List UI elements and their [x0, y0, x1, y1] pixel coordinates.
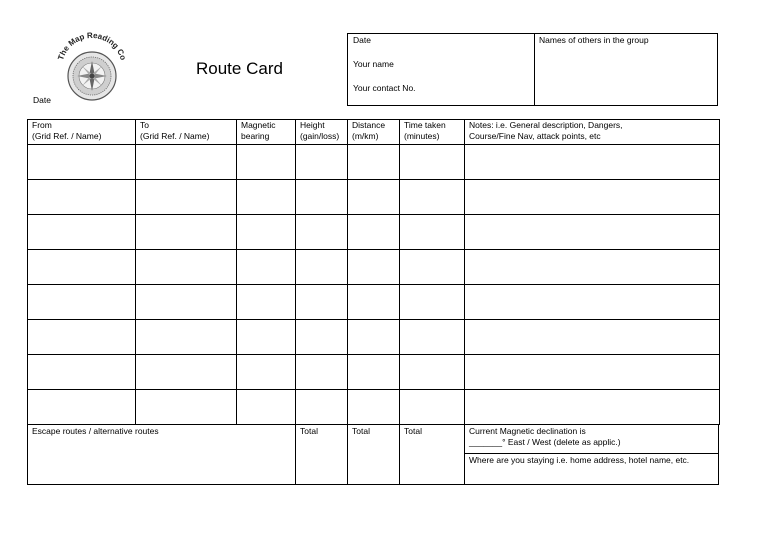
- time-total-field[interactable]: Total: [399, 424, 465, 485]
- cell-from[interactable]: [28, 180, 136, 215]
- cell-to[interactable]: [136, 145, 237, 180]
- cell-time[interactable]: [400, 180, 465, 215]
- cell-distance[interactable]: [348, 390, 400, 425]
- cell-bearing[interactable]: [237, 180, 296, 215]
- cell-height[interactable]: [296, 355, 348, 390]
- cell-height[interactable]: [296, 180, 348, 215]
- cell-bearing[interactable]: [237, 285, 296, 320]
- info-name-field[interactable]: Your name: [353, 59, 394, 69]
- cell-time[interactable]: [400, 355, 465, 390]
- cell-from[interactable]: [28, 145, 136, 180]
- cell-height[interactable]: [296, 320, 348, 355]
- info-date-field[interactable]: Date: [353, 35, 371, 45]
- cell-time[interactable]: [400, 145, 465, 180]
- cell-from[interactable]: [28, 355, 136, 390]
- cell-time[interactable]: [400, 390, 465, 425]
- cell-bearing[interactable]: [237, 390, 296, 425]
- cell-bearing[interactable]: [237, 215, 296, 250]
- info-divider: [534, 33, 535, 106]
- table-row: [28, 320, 720, 355]
- cell-time[interactable]: [400, 320, 465, 355]
- col-bearing-header: Magnetic bearing: [237, 120, 296, 145]
- cell-to[interactable]: [136, 320, 237, 355]
- table-row: [28, 250, 720, 285]
- cell-height[interactable]: [296, 145, 348, 180]
- bottom-section: [27, 424, 719, 485]
- cell-bearing[interactable]: [237, 250, 296, 285]
- table-row: [28, 180, 720, 215]
- table-row: [28, 285, 720, 320]
- cell-distance[interactable]: [348, 145, 400, 180]
- declination-field[interactable]: Current Magnetic declination is _______° East / West (delete as applic.): [465, 425, 718, 454]
- cell-bearing[interactable]: [237, 145, 296, 180]
- table-row: [28, 390, 720, 425]
- page-title: Route Card: [196, 59, 283, 78]
- col-time-header: Time taken (minutes): [400, 120, 465, 145]
- info-box: [347, 33, 718, 106]
- escape-routes-field[interactable]: Escape routes / alternative routes: [27, 424, 296, 485]
- col-from-header: From (Grid Ref. / Name): [28, 120, 136, 145]
- cell-to[interactable]: [136, 215, 237, 250]
- table-row: [28, 355, 720, 390]
- table-row: [28, 215, 720, 250]
- cell-to[interactable]: [136, 180, 237, 215]
- cell-from[interactable]: [28, 215, 136, 250]
- cell-time[interactable]: [400, 250, 465, 285]
- info-contact-field[interactable]: Your contact No.: [353, 83, 416, 93]
- table-row: [28, 145, 720, 180]
- logo-text: The Map Reading Co: [56, 30, 128, 62]
- cell-notes[interactable]: [465, 355, 720, 390]
- cell-notes[interactable]: [465, 145, 720, 180]
- cell-to[interactable]: [136, 355, 237, 390]
- height-total-field[interactable]: Total: [295, 424, 348, 485]
- route-table: [27, 119, 720, 425]
- cell-height[interactable]: [296, 215, 348, 250]
- cell-distance[interactable]: [348, 180, 400, 215]
- cell-time[interactable]: [400, 285, 465, 320]
- cell-from[interactable]: [28, 390, 136, 425]
- cell-height[interactable]: [296, 285, 348, 320]
- cell-distance[interactable]: [348, 215, 400, 250]
- col-notes-header: Notes: i.e. General description, Dangers, Course/Fine Nav, attack points, etc: [465, 120, 720, 145]
- cell-bearing[interactable]: [237, 355, 296, 390]
- route-table-body: [28, 145, 720, 425]
- cell-height[interactable]: [296, 250, 348, 285]
- cell-distance[interactable]: [348, 355, 400, 390]
- cell-from[interactable]: [28, 320, 136, 355]
- date-label: Date: [33, 95, 51, 105]
- cell-to[interactable]: [136, 250, 237, 285]
- col-distance-header: Distance (m/km): [348, 120, 400, 145]
- cell-height[interactable]: [296, 390, 348, 425]
- map-reading-co-logo: [52, 28, 132, 108]
- cell-bearing[interactable]: [237, 320, 296, 355]
- cell-distance[interactable]: [348, 285, 400, 320]
- cell-to[interactable]: [136, 390, 237, 425]
- cell-notes[interactable]: [465, 285, 720, 320]
- distance-total-field[interactable]: Total: [347, 424, 400, 485]
- bottom-notes: [464, 424, 719, 485]
- cell-notes[interactable]: [465, 320, 720, 355]
- staying-field[interactable]: Where are you staying i.e. home address, hotel name, etc.: [469, 455, 690, 465]
- table-header-row: [28, 120, 720, 145]
- cell-time[interactable]: [400, 215, 465, 250]
- cell-notes[interactable]: [465, 390, 720, 425]
- cell-from[interactable]: [28, 250, 136, 285]
- cell-from[interactable]: [28, 285, 136, 320]
- info-others-field[interactable]: Names of others in the group: [539, 35, 649, 45]
- cell-distance[interactable]: [348, 320, 400, 355]
- cell-notes[interactable]: [465, 215, 720, 250]
- cell-to[interactable]: [136, 285, 237, 320]
- col-height-header: Height (gain/loss): [296, 120, 348, 145]
- cell-distance[interactable]: [348, 250, 400, 285]
- cell-notes[interactable]: [465, 180, 720, 215]
- cell-notes[interactable]: [465, 250, 720, 285]
- col-to-header: To (Grid Ref. / Name): [136, 120, 237, 145]
